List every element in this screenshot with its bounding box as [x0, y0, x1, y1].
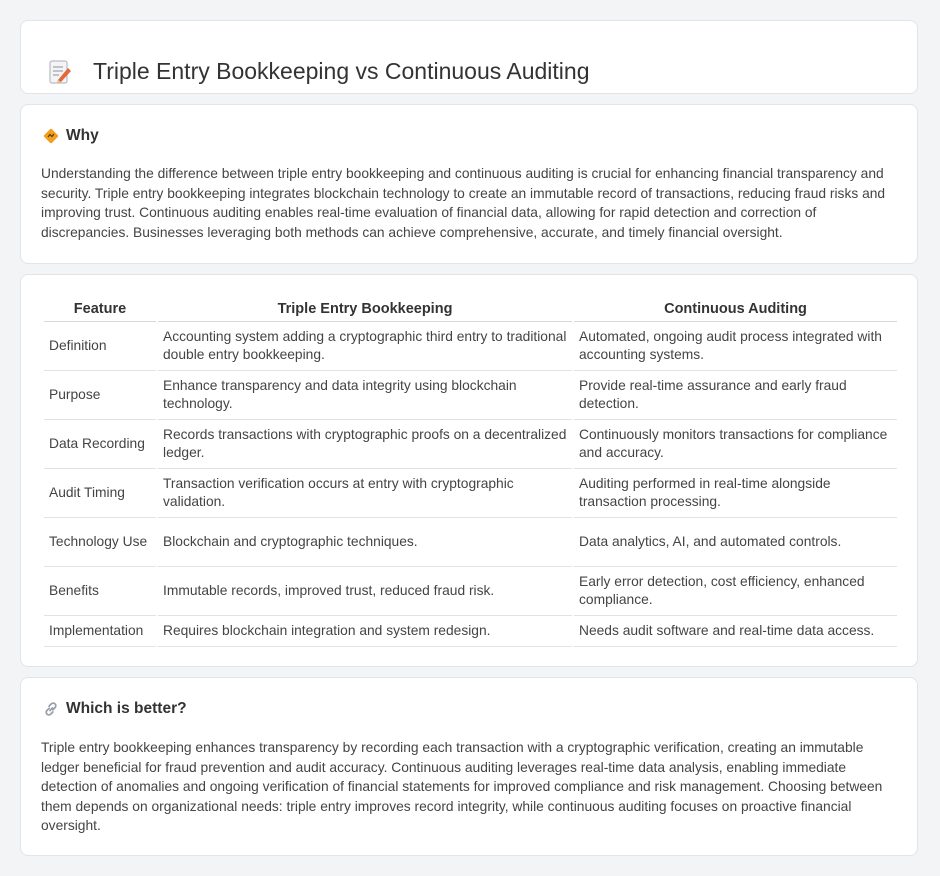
row-triple-entry: Records transactions with cryptographic proofs on a decentralized ledger. — [158, 420, 572, 469]
row-continuous-auditing: Needs audit software and real-time data access. — [574, 616, 897, 647]
why-section — [20, 104, 918, 264]
row-triple-entry: Requires blockchain integration and system redesign. — [158, 616, 572, 647]
header-continuous-auditing: Continuous Auditing — [574, 295, 897, 322]
row-triple-entry: Blockchain and cryptographic techniques. — [158, 518, 572, 567]
table-row — [44, 420, 897, 469]
table-row — [44, 567, 897, 616]
row-feature: Implementation — [44, 616, 156, 647]
row-triple-entry: Enhance transparency and data integrity using blockchain technology. — [158, 371, 572, 420]
table-row — [44, 518, 897, 567]
better-text: Triple entry bookkeeping enhances transparency by recording each transaction with a cryptographic verification, creating an immutable ledger beneficial for fraud prevention and audit accuracy. Continuous auditing leverages real-time data analysis, enabling immediate detection of anomalies and ongoing verification of financial statements for improved compliance and risk management. Choosing between them depends on organizational needs: triple entry improves record integrity, while continuous auditing focuses on proactive financial oversight. — [41, 740, 883, 833]
row-continuous-auditing: Early error detection, cost efficiency, enhanced compliance. — [574, 567, 897, 616]
header-triple-entry: Triple Entry Bookkeeping — [158, 295, 572, 322]
why-header — [42, 127, 99, 145]
row-triple-entry: Immutable records, improved trust, reduced fraud risk. — [158, 567, 572, 616]
better-header — [42, 700, 187, 718]
row-continuous-auditing: Automated, ongoing audit process integrated with accounting systems. — [574, 322, 897, 371]
page-title: Triple Entry Bookkeeping vs Continuous Auditing — [93, 58, 590, 85]
which-is-better-section — [20, 677, 918, 856]
row-feature: Purpose — [44, 371, 156, 420]
comparison-table — [42, 295, 899, 647]
why-text: Understanding the difference between triple entry bookkeeping and continuous auditing is crucial for enhancing financial transparency and security. Triple entry bookkeeping integrates blockchain technology to create an immutable record of transactions, reducing fraud risks and improving trust. Continuous auditing enables real-time evaluation of financial data, allowing for rapid detection and correction of discrepancies. Businesses leveraging both methods can achieve comprehensive, accurate, and timely financial oversight. — [41, 166, 886, 240]
table-row — [44, 616, 897, 647]
row-continuous-auditing: Auditing performed in real-time alongside transaction processing. — [574, 469, 897, 518]
row-continuous-auditing: Provide real-time assurance and early fraud detection. — [574, 371, 897, 420]
row-continuous-auditing: Continuously monitors transactions for compliance and accuracy. — [574, 420, 897, 469]
row-feature: Audit Timing — [44, 469, 156, 518]
row-feature: Definition — [44, 322, 156, 371]
table-row — [44, 469, 897, 518]
row-feature: Benefits — [44, 567, 156, 616]
table-row — [44, 371, 897, 420]
diamond-sign-icon — [42, 127, 60, 145]
row-triple-entry: Accounting system adding a cryptographic third entry to traditional double entry bookkeeping. — [158, 322, 572, 371]
table-header-row — [44, 295, 897, 322]
header-feature: Feature — [44, 295, 156, 322]
better-heading: Which is better? — [66, 700, 187, 717]
why-heading: Why — [66, 127, 99, 144]
comparison-section — [20, 274, 918, 667]
row-continuous-auditing: Data analytics, AI, and automated controls. — [574, 518, 897, 567]
title-card — [20, 20, 918, 94]
row-feature: Technology Use — [44, 518, 156, 567]
memo-pencil-icon — [45, 57, 75, 87]
title-row — [45, 43, 590, 101]
row-feature: Data Recording — [44, 420, 156, 469]
link-icon — [42, 700, 60, 718]
row-triple-entry: Transaction verification occurs at entry with cryptographic validation. — [158, 469, 572, 518]
table-row — [44, 322, 897, 371]
